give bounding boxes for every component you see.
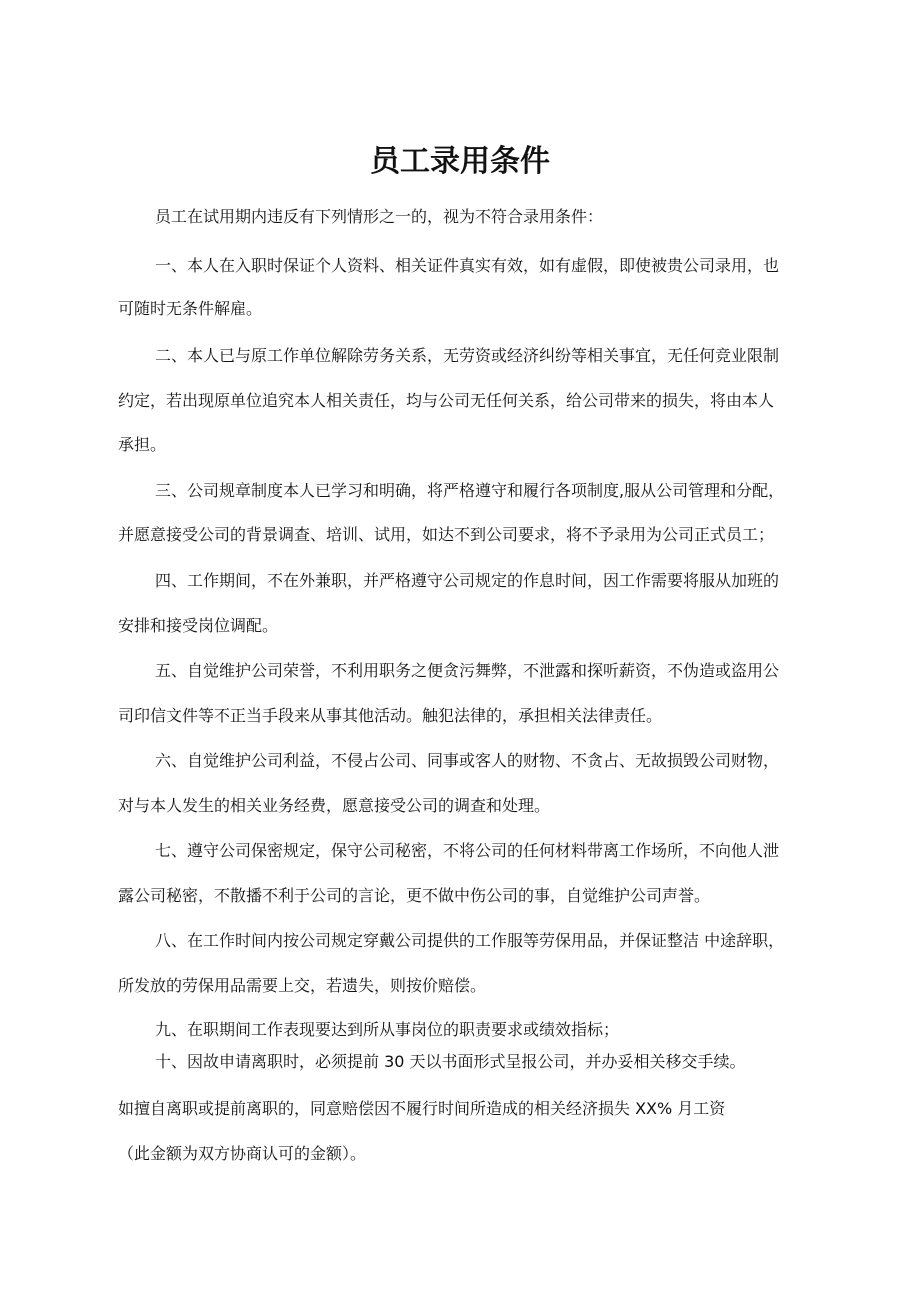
clause-4-line-1: 四、工作期间，不在外兼职，并严格遵守公司规定的作息时间，因工作需要将服从加班的 <box>155 571 780 590</box>
clause-3-line-1: 三、公司规章制度本人已学习和明确，将严格遵守和履行各项制度,服从公司管理和分配， <box>155 481 785 500</box>
clause-9-line: 九、在职期间工作表现要达到所从事岗位的职责要求或绩效指标； <box>155 1020 620 1039</box>
document-title: 员工录用条件 <box>370 144 550 179</box>
clause-1-line-1: 一、本人在入职时保证个人资料、相关证件真实有效，如有虚假，即使被贵公司录用，也 <box>155 256 780 275</box>
clause-6-line-2: 对与本人发生的相关业务经费，愿意接受公司的调查和处理。 <box>118 796 551 815</box>
clause-2-line-1: 二、本人已与原工作单位解除劳务关系，无劳资或经济纠纷等相关事宜，无任何竞业限制 <box>155 346 780 365</box>
clause-4-line-2: 安排和接受岗位调配。 <box>118 616 279 635</box>
intro-line: 员工在试用期内违反有下列情形之一的，视为不符合录用条件： <box>155 207 604 226</box>
clause-8-line-2: 所发放的劳保用品需要上交，若遗失，则按价赔偿。 <box>118 976 487 995</box>
closing-line-2: （此金额为双方协商认可的金额）。 <box>118 1144 367 1163</box>
clause-5-line-1: 五、自觉维护公司荣誉，不利用职务之便贪污舞弊，不泄露和探听薪资，不伪造或盗用公 <box>155 661 780 680</box>
clause-2-line-3: 承担。 <box>118 435 167 454</box>
clause-6-line-1: 六、自觉维护公司利益，不侵占公司、同事或客人的财物、不贪占、无故损毁公司财物， <box>155 751 780 770</box>
clause-7-line-1: 七、遵守公司保密规定，保守公司秘密，不将公司的任何材料带离工作场所，不向他人泄 <box>155 841 780 860</box>
clause-3-line-2: 并愿意接受公司的背景调查、培训、试用，如达不到公司要求，将不予录用为公司正式员工； <box>118 525 775 544</box>
clause-10-line: 十、因故申请离职时，必须提前 30 天以书面形式呈报公司，并办妥相关移交手续。 <box>155 1052 746 1071</box>
closing-line-1: 如擅自离职或提前离职的，同意赔偿因不履行时间所造成的相关经济损失 XX% 月工资 <box>118 1099 726 1118</box>
clause-8-line-1: 八、在工作时间内按公司规定穿戴公司提供的工作服等劳保用品，并保证整洁 中途辞职， <box>155 931 785 950</box>
clause-7-line-2: 露公司秘密，不散播不利于公司的言论，更不做中伤公司的事，自觉维护公司声誉。 <box>118 886 711 905</box>
clause-1-line-2: 可随时无条件解雇。 <box>118 299 263 318</box>
clause-5-line-2: 司印信文件等不正当手段来从事其他活动。触犯法律的，承担相关法律责任。 <box>118 706 663 725</box>
clause-2-line-2: 约定，若出现原单位追究本人相关责任，均与公司无任何关系，给公司带来的损失，将由本人 <box>118 391 775 410</box>
